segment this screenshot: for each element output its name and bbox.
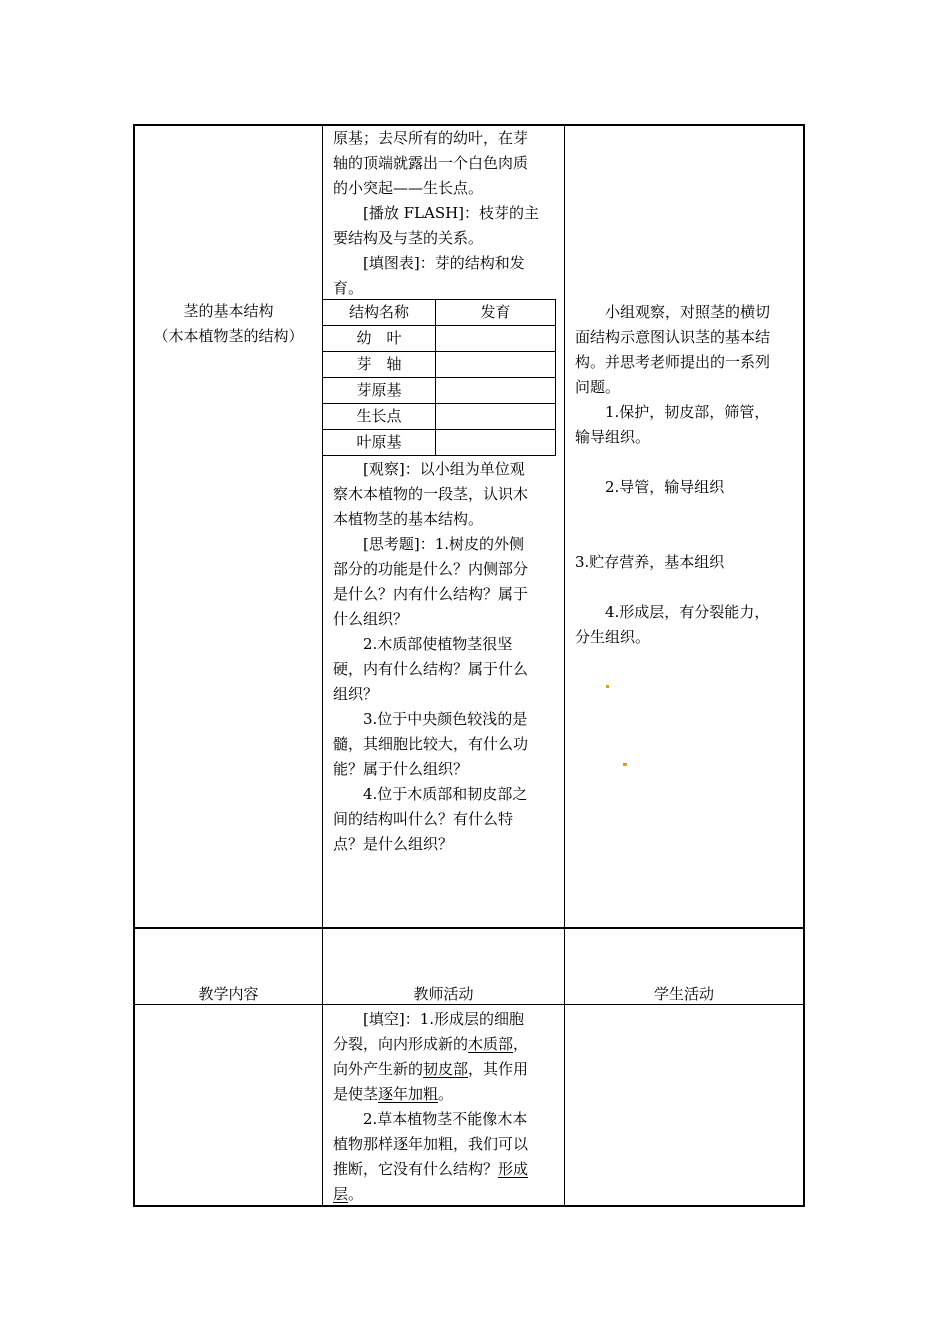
teaching-content-title: 茎的基本结构 <box>183 302 274 320</box>
teacher-line: 能？属于什么组织？ <box>333 760 469 778</box>
text-segment: 。 <box>438 1085 454 1103</box>
teacher-line: [填图表]：芽的结构和发 <box>333 254 525 272</box>
teacher-line: 本植物茎的基本结构。 <box>333 510 484 528</box>
text-segment: 是使茎 <box>333 1085 379 1103</box>
teacher-line: 3.位于中央颜色较浅的是 <box>333 710 528 728</box>
inner-row-label: 叶原基 <box>356 433 402 451</box>
teacher-line: 2.木质部使植物茎很坚 <box>333 635 513 653</box>
stray-mark <box>623 763 627 766</box>
inner-row-label: 芽原基 <box>356 381 402 399</box>
answer-phloem: 韧皮部 <box>423 1060 469 1078</box>
fill-blank-line: [填空]：1.形成层的细胞 <box>333 1010 525 1028</box>
inner-row-label: 芽 轴 <box>356 355 402 373</box>
answer-cambium: 形成 <box>498 1160 529 1178</box>
teacher-line: 点？是什么组织？ <box>333 835 454 853</box>
teacher-line: 是什么？内有什么结构？属于 <box>333 585 529 603</box>
table-right-border <box>803 124 805 1207</box>
fill-blank-line <box>333 1032 528 1057</box>
answer-thicken: 逐年加粗 <box>378 1085 439 1103</box>
teacher-line: 组织？ <box>333 685 379 703</box>
fill-blank-line: 2.草本植物茎不能像木本 <box>333 1110 528 1128</box>
teacher-line: 间的结构叫什么？有什么特 <box>333 810 514 828</box>
text-segment: 分裂，向内形成新的 <box>333 1035 469 1053</box>
header-teaching-content: 教学内容 <box>198 985 259 1003</box>
col-divider-1 <box>322 124 323 1207</box>
fill-blank-line <box>333 1157 528 1182</box>
fill-blank-line <box>333 1082 453 1107</box>
inner-header-structure: 结构名称 <box>348 303 409 321</box>
text-segment: 推断，它没有什么结构？ <box>333 1160 499 1178</box>
student-line: 面结构示意图认识茎的基本结 <box>575 328 771 346</box>
col-divider-2 <box>564 124 565 1207</box>
teacher-line: 察木本植物的一段茎，认识木 <box>333 485 529 503</box>
teacher-line: 髓，其细胞比较大，有什么功 <box>333 735 529 753</box>
student-answer-2: 2.导管，输导组织 <box>575 478 725 496</box>
text-segment: ，其作用 <box>468 1060 529 1078</box>
fill-blank-line: 植物那样逐年加粗，我们可以 <box>333 1135 529 1153</box>
table-bottom-border <box>133 1205 805 1207</box>
inner-header-development: 发育 <box>480 303 511 321</box>
table-left-border <box>133 124 135 1207</box>
teacher-line: 育。 <box>333 279 364 297</box>
table-mid-border <box>133 927 805 929</box>
student-line: 问题。 <box>575 378 621 396</box>
teacher-line: 硬，内有什么结构？属于什么 <box>333 660 529 678</box>
answer-xylem: 木质部 <box>468 1035 514 1053</box>
teacher-line: [思考题]：1.树皮的外侧 <box>333 535 525 553</box>
header-student-activity: 学生活动 <box>653 985 714 1003</box>
teacher-line: 什么组织？ <box>333 610 409 628</box>
teacher-line: 4.位于木质部和韧皮部之 <box>333 785 528 803</box>
student-line: 构。并思考老师提出的一系列 <box>575 353 771 371</box>
text-segment: 向外产生新的 <box>333 1060 424 1078</box>
student-answer-1: 1.保护，韧皮部，筛管， <box>575 403 770 421</box>
fill-blank-line <box>333 1182 363 1207</box>
teacher-line: 的小突起——生长点。 <box>333 179 484 197</box>
student-answer-1-cont: 输导组织。 <box>575 428 651 446</box>
text-segment: 。 <box>348 1185 364 1203</box>
header-teacher-activity: 教师活动 <box>413 985 474 1003</box>
inner-row-label: 幼 叶 <box>356 329 402 347</box>
student-line: 小组观察，对照茎的横切 <box>575 303 771 321</box>
inner-border <box>555 299 556 456</box>
teacher-line: [播放 FLASH]：枝芽的主 <box>333 204 540 222</box>
teaching-content-subtitle: （木本植物茎的结构） <box>153 327 304 345</box>
teacher-line: 要结构及与茎的关系。 <box>333 229 484 247</box>
stray-mark <box>606 685 609 688</box>
inner-border <box>323 455 556 456</box>
teacher-line: 轴的顶端就露出一个白色肉质 <box>333 154 529 172</box>
teacher-line: 原基；去尽所有的幼叶，在芽 <box>333 129 529 147</box>
teacher-line: 部分的功能是什么？内侧部分 <box>333 560 529 578</box>
student-answer-4-cont: 分生组织。 <box>575 628 651 646</box>
fill-blank-line <box>333 1057 528 1082</box>
inner-row-label: 生长点 <box>356 407 402 425</box>
text-segment: ， <box>513 1035 529 1053</box>
answer-cambium-cont: 层 <box>333 1185 349 1203</box>
teacher-line: [观察]：以小组为单位观 <box>333 460 525 478</box>
student-answer-3: 3.贮存营养，基本组织 <box>575 553 725 571</box>
student-answer-4: 4.形成层，有分裂能力， <box>575 603 770 621</box>
